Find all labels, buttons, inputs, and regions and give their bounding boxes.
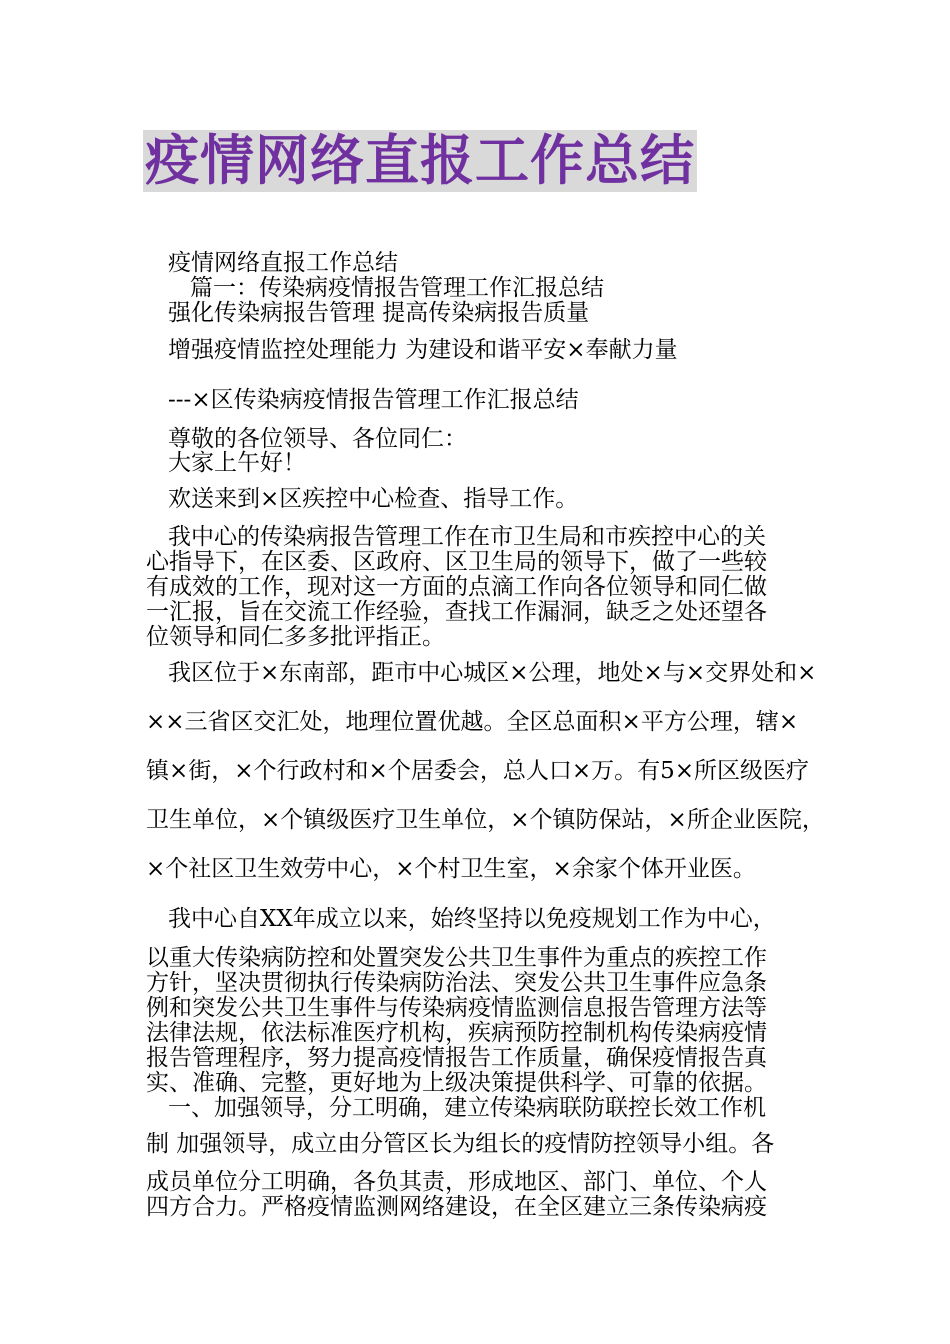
text-line: 有成效的工作，现对这一方面的点滴工作向各位领导和同仁做 <box>146 574 767 600</box>
text-line: 疫情网络直报工作总结 <box>168 250 398 276</box>
text-line: 我中心的传染病报告管理工作在市卫生局和市疾控中心的关 <box>168 524 766 550</box>
text-line: 以重大传染病防控和处置突发公共卫生事件为重点的疾控工作 <box>146 945 767 971</box>
text-line: 欢送来到×区疾控中心检查、指导工作。 <box>168 486 579 512</box>
text-line: 尊敬的各位领导、各位同仁： <box>168 426 467 452</box>
text-line: 篇一：传染病疫情报告管理工作汇报总结 <box>190 275 604 301</box>
text-line: 实、准确、完整，更好地为上级决策提供科学、可靠的依据。 <box>146 1070 767 1096</box>
text-line: 一汇报，旨在交流工作经验，查找工作漏洞，缺乏之处还望各 <box>146 599 767 625</box>
text-line: 我中心自XX年成立以来，始终坚持以免疫规划工作为中心， <box>168 906 776 932</box>
text-line: 强化传染病报告管理 提高传染病报告质量 <box>168 300 590 326</box>
document-title: 疫情网络直报工作总结 <box>145 129 695 192</box>
text-line: 卫生单位，×个镇级医疗卫生单位，×个镇防保站，×所企业医院， <box>146 807 825 833</box>
text-line: 心指导下，在区委、区政府、区卫生局的领导下，做了一些较 <box>146 549 767 575</box>
text-line: 法律法规，依法标准医疗机构，疾病预防控制机构传染病疫情 <box>146 1020 767 1046</box>
text-line: 我区位于×东南部，距市中心城区×公理，地处×与×交界处和× <box>168 660 817 686</box>
text-line: 报告管理程序，努力提高疫情报告工作质量，确保疫情报告真 <box>146 1045 767 1071</box>
text-line: ×个社区卫生效劳中心，×个村卫生室，×余家个体开业医。 <box>146 856 756 882</box>
text-line: 成员单位分工明确，各负其责，形成地区、部门、单位、个人 <box>146 1169 767 1195</box>
text-line: 一、加强领导，分工明确，建立传染病联防联控长效工作机 <box>168 1095 766 1121</box>
text-line: 例和突发公共卫生事件与传染病疫情监测信息报告管理方法等 <box>146 995 767 1021</box>
text-line: 四方合力。严格疫情监测网络建设，在全区建立三条传染病疫 <box>146 1194 767 1220</box>
text-line: 镇×街，×个行政村和×个居委会，总人口×万。有5×所区级医疗 <box>146 758 809 784</box>
text-line: ---×区传染病疫情报告管理工作汇报总结 <box>168 387 579 413</box>
text-line: 方针，坚决贯彻执行传染病防治法、突发公共卫生事件应急条 <box>146 970 767 996</box>
text-line: 位领导和同仁多多批评指正。 <box>146 624 445 650</box>
text-line: 增强疫情监控处理能力 为建设和谐平安×奉献力量 <box>168 337 678 363</box>
text-line: ××三省区交汇处，地理位置优越。全区总面积×平方公理，辖× <box>146 709 799 735</box>
text-line: 制 加强领导，成立由分管区长为组长的疫情防控领导小组。各 <box>146 1131 775 1157</box>
text-line: 大家上午好！ <box>168 450 306 476</box>
